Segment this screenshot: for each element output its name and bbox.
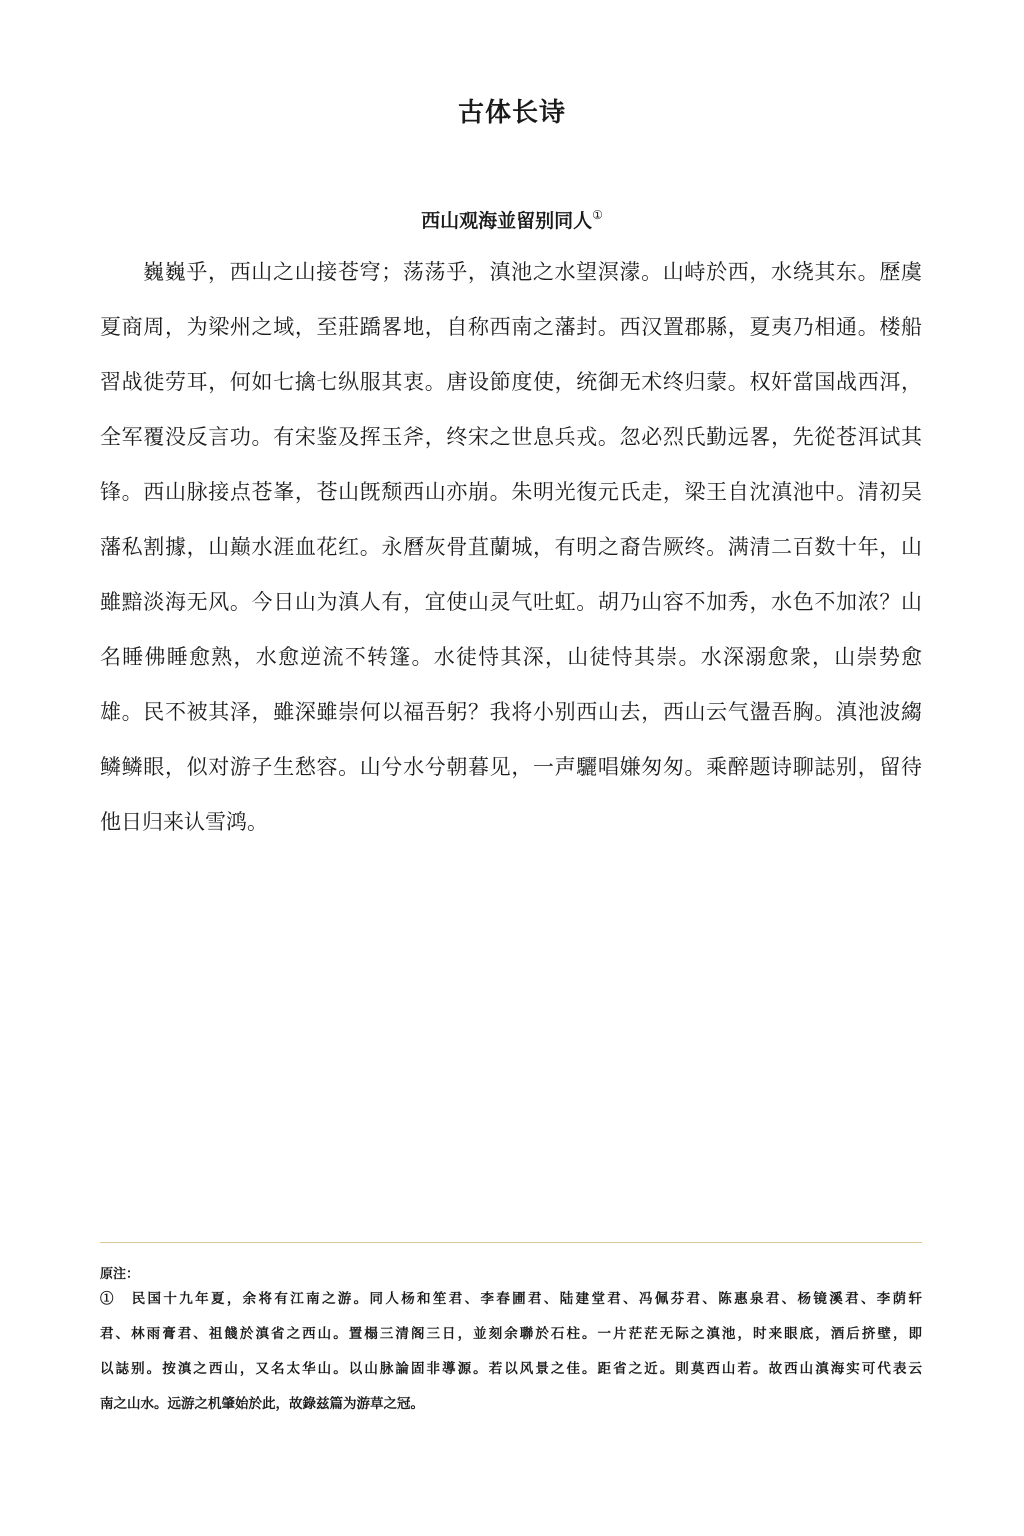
footnote-marker[interactable]: ① <box>592 208 603 222</box>
poem-title <box>0 206 1024 233</box>
poem-line: 鳞鳞眼，似对游子生愁容。山兮水兮朝暮见，一声驪唱嫌匆匆。乘醉题诗聊誌别，留待 <box>100 755 922 779</box>
poem-line: 夏商周，为梁州之域，至莊蹻畧地，自称西南之藩封。西汉置郡縣，夏夷乃相通。楼船 <box>100 315 922 339</box>
poem-body <box>100 256 922 861</box>
poem-line: 藩私割據，山巅水涯血花红。永曆灰骨苴蘭城，有明之裔告厥终。满清二百数十年，山 <box>100 535 922 559</box>
notes-label: 原注： <box>100 1267 140 1282</box>
poem-line: 巍巍乎，西山之山接苍穹；荡荡乎，滇池之水望溟濛。山峙於西，水绕其东。歷虞 <box>143 260 922 284</box>
notes-body <box>100 1288 922 1428</box>
note-line: 以誌别。按滇之西山，又名太华山。以山脉論固非導源。若以风景之佳。距省之近。則莫西山若。故西山滇海实可代表云 <box>100 1361 922 1377</box>
poem-line: 雖黯淡海无风。今日山为滇人有，宜使山灵气吐虹。胡乃山容不加秀，水色不加浓？山 <box>100 590 922 614</box>
poem-line: 全军覆没反言功。有宋鉴及挥玉斧，终宋之世息兵戎。忽必烈氏勤远畧，先從苍洱试其 <box>100 425 922 449</box>
poem-line: 雄。民不被其泽，雖深雖崇何以福吾躬？我将小别西山去，西山云气盪吾胸。滇池波縐 <box>100 700 922 724</box>
page-title: 古体长诗 <box>457 98 566 128</box>
note-line: ① 民国十九年夏，余将有江南之游。同人杨和笙君、李春圃君、陆建堂君、冯佩芬君、陈惠泉君、杨镜溪君、李荫轩 <box>100 1291 922 1307</box>
note-line: 南之山水。远游之机肇始於此，故錄兹篇为游草之冠。 <box>100 1396 424 1412</box>
poem-line: 名睡佛睡愈熟，水愈逆流不转篷。水徒恃其深，山徒恃其崇。水深溺愈衆，山崇势愈 <box>100 645 922 669</box>
poem-title-text: 西山观海並留别同人 <box>421 210 593 232</box>
poem-line: 他日归来认雪鸿。 <box>100 810 268 834</box>
poem-line: 習战徙劳耳，何如七擒七纵服其衷。唐设節度使，统御无术终归蒙。权奸當国战西洱， <box>100 370 922 394</box>
note-line: 君、林雨膏君、祖餞於滇省之西山。置榻三清阁三日，並刻余聯於石柱。一片茫茫无际之滇池，时来眼底，酒后挤壁，即 <box>100 1326 922 1342</box>
footnote-divider <box>100 1242 922 1243</box>
poem-line: 锋。西山脉接点苍峯，苍山旣颓西山亦崩。朱明光復元氏走，梁王自沈滇池中。清初吴 <box>100 480 922 504</box>
